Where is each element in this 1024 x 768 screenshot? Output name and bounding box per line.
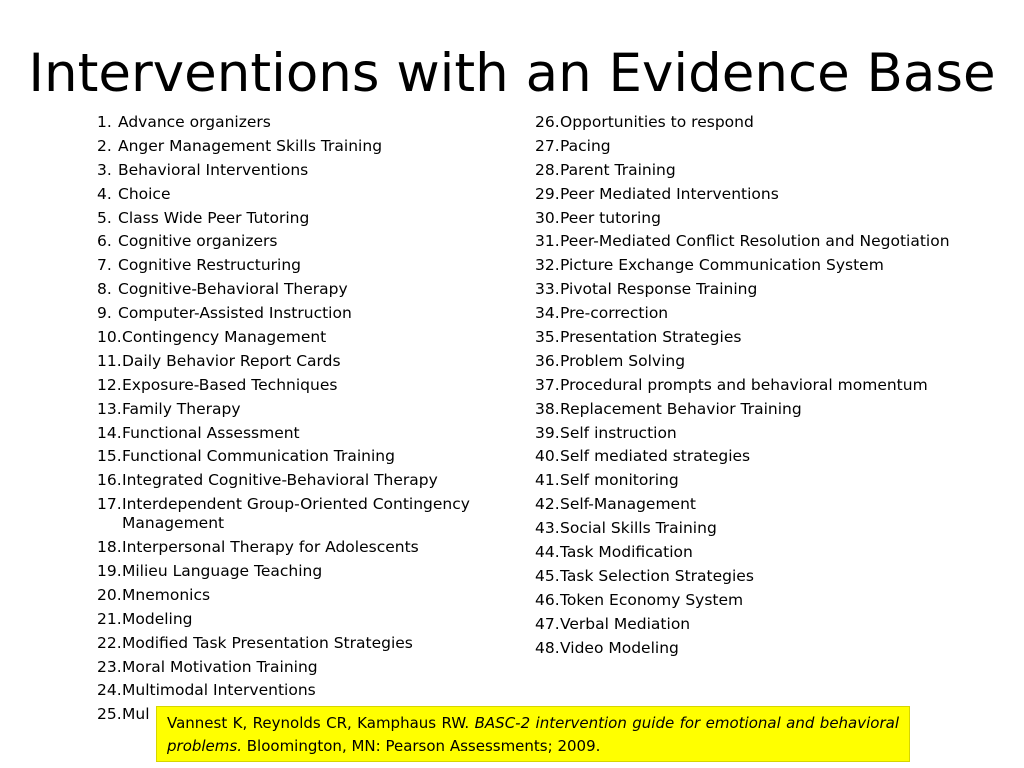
list-item-number: 21. — [97, 609, 122, 628]
list-item-number: 10. — [97, 328, 122, 347]
list-item-number: 18. — [97, 538, 122, 557]
list-item — [535, 113, 965, 132]
list-item — [535, 424, 965, 443]
list-item — [97, 610, 517, 629]
list-item — [97, 400, 517, 419]
list-item-text: Peer-Mediated Conflict Resolution and Negotiation — [560, 232, 950, 251]
list-item-text: Choice — [118, 184, 171, 203]
citation-authors: Vannest K, Reynolds CR, Kamphaus RW. — [167, 714, 475, 732]
list-item — [97, 658, 517, 677]
list-item-number: 45. — [535, 566, 560, 585]
list-item-text: Cognitive-Behavioral Therapy — [118, 280, 348, 299]
list-item — [535, 471, 965, 490]
list-item-text: Exposure-Based Techniques — [122, 375, 338, 394]
list-item — [97, 634, 517, 653]
list-item-number: 15. — [97, 447, 122, 466]
list-item-number: 40. — [535, 447, 560, 466]
list-item-number: 41. — [535, 471, 560, 490]
list-item — [535, 280, 965, 299]
list-item — [535, 328, 965, 347]
list-item-text: Parent Training — [560, 160, 676, 179]
list-item-number: 27. — [535, 136, 560, 155]
list-item — [97, 209, 517, 228]
citation-book-title: BASC-2 intervention guide for emotional and behavioral problems. — [167, 714, 899, 755]
list-item-number: 19. — [97, 562, 122, 581]
list-item-text: Token Economy System — [560, 590, 744, 609]
list-item-number: 7. — [97, 256, 112, 275]
list-item — [97, 161, 517, 180]
list-item — [535, 376, 965, 395]
list-item — [535, 209, 965, 228]
intervention-list-left — [97, 113, 517, 729]
list-item — [97, 562, 517, 581]
list-item-text: Replacement Behavior Training — [560, 399, 802, 418]
list-item — [97, 681, 517, 700]
list-item-text: Picture Exchange Communication System — [560, 256, 884, 275]
list-item-text: Integrated Cognitive-Behavioral Therapy — [122, 471, 438, 490]
list-item-number: 3. — [97, 160, 112, 179]
intervention-list-right — [535, 113, 965, 662]
list-item — [97, 113, 517, 132]
list-item — [535, 161, 965, 180]
list-item — [97, 586, 517, 605]
list-item — [535, 137, 965, 156]
list-item-number: 31. — [535, 232, 560, 251]
list-item-number: 39. — [535, 423, 560, 442]
list-item-text: Self instruction — [560, 423, 677, 442]
list-item — [535, 304, 965, 323]
list-item-text: Milieu Language Teaching — [122, 562, 323, 581]
list-item — [535, 400, 965, 419]
list-item — [535, 447, 965, 466]
list-item — [97, 538, 517, 557]
list-item-text: Daily Behavior Report Cards — [122, 351, 341, 370]
list-item-number: 30. — [535, 208, 560, 227]
list-item-text: Peer tutoring — [560, 208, 661, 227]
list-item-text: Cognitive organizers — [118, 232, 278, 251]
list-item — [535, 591, 965, 610]
list-item-number: 25. — [97, 705, 122, 724]
list-item-text: Interdependent Group-Oriented Contingency Management — [122, 495, 470, 533]
list-item-text: Multimodal Interventions — [122, 681, 316, 700]
list-item — [535, 615, 965, 634]
list-item-number: 24. — [97, 681, 122, 700]
list-item-number: 4. — [97, 184, 112, 203]
list-item-number: 5. — [97, 208, 112, 227]
list-item-number: 16. — [97, 471, 122, 490]
list-item-text: Pre-correction — [560, 304, 669, 323]
list-item-text: Cognitive Restructuring — [118, 256, 302, 275]
list-item-number: 12. — [97, 375, 122, 394]
list-item-number: 33. — [535, 280, 560, 299]
list-item-text: Moral Motivation Training — [122, 657, 318, 676]
list-item — [97, 328, 517, 347]
citation-box — [156, 706, 910, 762]
list-item — [97, 232, 517, 251]
list-item — [535, 352, 965, 371]
list-item — [535, 232, 965, 251]
list-item-number: 9. — [97, 304, 112, 323]
list-item-number: 22. — [97, 633, 122, 652]
list-item-number: 2. — [97, 136, 112, 155]
list-item-text: Family Therapy — [122, 399, 241, 418]
list-item-text: Peer Mediated Interventions — [560, 184, 779, 203]
list-item-text: Self monitoring — [560, 471, 679, 490]
list-item-number: 1. — [97, 113, 112, 131]
citation-publisher: Bloomington, MN: Pearson Assessments; 2009. — [241, 737, 601, 755]
list-item-text: Video Modeling — [560, 638, 679, 657]
list-item-number: 26. — [535, 113, 560, 131]
list-item — [97, 471, 517, 490]
list-item — [97, 185, 517, 204]
list-item-number: 38. — [535, 399, 560, 418]
list-item-text: Mul — [122, 705, 150, 724]
list-item-text: Class Wide Peer Tutoring — [118, 208, 310, 227]
list-item-text: Pivotal Response Training — [560, 280, 758, 299]
list-item-number: 43. — [535, 519, 560, 538]
slide-title: Interventions with an Evidence Base — [28, 43, 996, 104]
list-item-text: Functional Assessment — [122, 423, 300, 442]
list-item-text: Self mediated strategies — [560, 447, 751, 466]
list-item-text: Pacing — [560, 136, 611, 155]
list-item-number: 6. — [97, 232, 112, 251]
list-item — [535, 639, 965, 658]
list-item-text: Interpersonal Therapy for Adolescents — [122, 538, 419, 557]
list-item — [97, 280, 517, 299]
list-item — [535, 185, 965, 204]
list-item-number: 34. — [535, 304, 560, 323]
list-item — [535, 519, 965, 538]
list-item — [97, 352, 517, 371]
list-item-text: Self-Management — [560, 495, 696, 514]
list-item-text: Anger Management Skills Training — [118, 136, 383, 155]
list-item-text: Verbal Mediation — [560, 614, 691, 633]
list-item — [97, 304, 517, 323]
list-item-text: Behavioral Interventions — [118, 160, 309, 179]
list-item-number: 17. — [97, 495, 122, 514]
list-item — [97, 447, 517, 466]
list-item-text: Computer-Assisted Instruction — [118, 304, 352, 323]
list-item-number: 35. — [535, 328, 560, 347]
list-item-number: 46. — [535, 590, 560, 609]
list-item — [97, 137, 517, 156]
list-item-number: 44. — [535, 543, 560, 562]
list-item-number: 29. — [535, 184, 560, 203]
list-item-text: Functional Communication Training — [122, 447, 395, 466]
list-item-text: Modeling — [122, 609, 193, 628]
list-item-text: Problem Solving — [560, 351, 686, 370]
list-item-number: 13. — [97, 399, 122, 418]
list-item-text: Procedural prompts and behavioral momentum — [560, 375, 928, 394]
list-item — [535, 256, 965, 275]
list-item-text: Task Selection Strategies — [560, 566, 754, 585]
list-item — [97, 256, 517, 275]
list-item-number: 37. — [535, 375, 560, 394]
list-item-number: 32. — [535, 256, 560, 275]
list-item — [97, 495, 517, 533]
list-item-number: 48. — [535, 638, 560, 657]
list-item-text: Modified Task Presentation Strategies — [122, 633, 413, 652]
list-item-number: 36. — [535, 351, 560, 370]
list-item-number: 42. — [535, 495, 560, 514]
list-item-number: 20. — [97, 585, 122, 604]
list-item-text: Presentation Strategies — [560, 328, 742, 347]
list-item-text: Advance organizers — [118, 113, 271, 131]
list-item-number: 11. — [97, 351, 122, 370]
list-item-text: Task Modification — [560, 543, 693, 562]
list-item-number: 47. — [535, 614, 560, 633]
list-item — [97, 424, 517, 443]
list-item-number: 28. — [535, 160, 560, 179]
list-item-text: Contingency Management — [122, 328, 327, 347]
list-item — [535, 495, 965, 514]
list-item — [535, 567, 965, 586]
list-item-number: 8. — [97, 280, 112, 299]
list-item-number: 23. — [97, 657, 122, 676]
list-item-number: 14. — [97, 423, 122, 442]
list-item-text: Social Skills Training — [560, 519, 717, 538]
list-item — [535, 543, 965, 562]
list-item-text: Opportunities to respond — [560, 113, 754, 131]
list-item — [97, 376, 517, 395]
list-item-text: Mnemonics — [122, 585, 211, 604]
